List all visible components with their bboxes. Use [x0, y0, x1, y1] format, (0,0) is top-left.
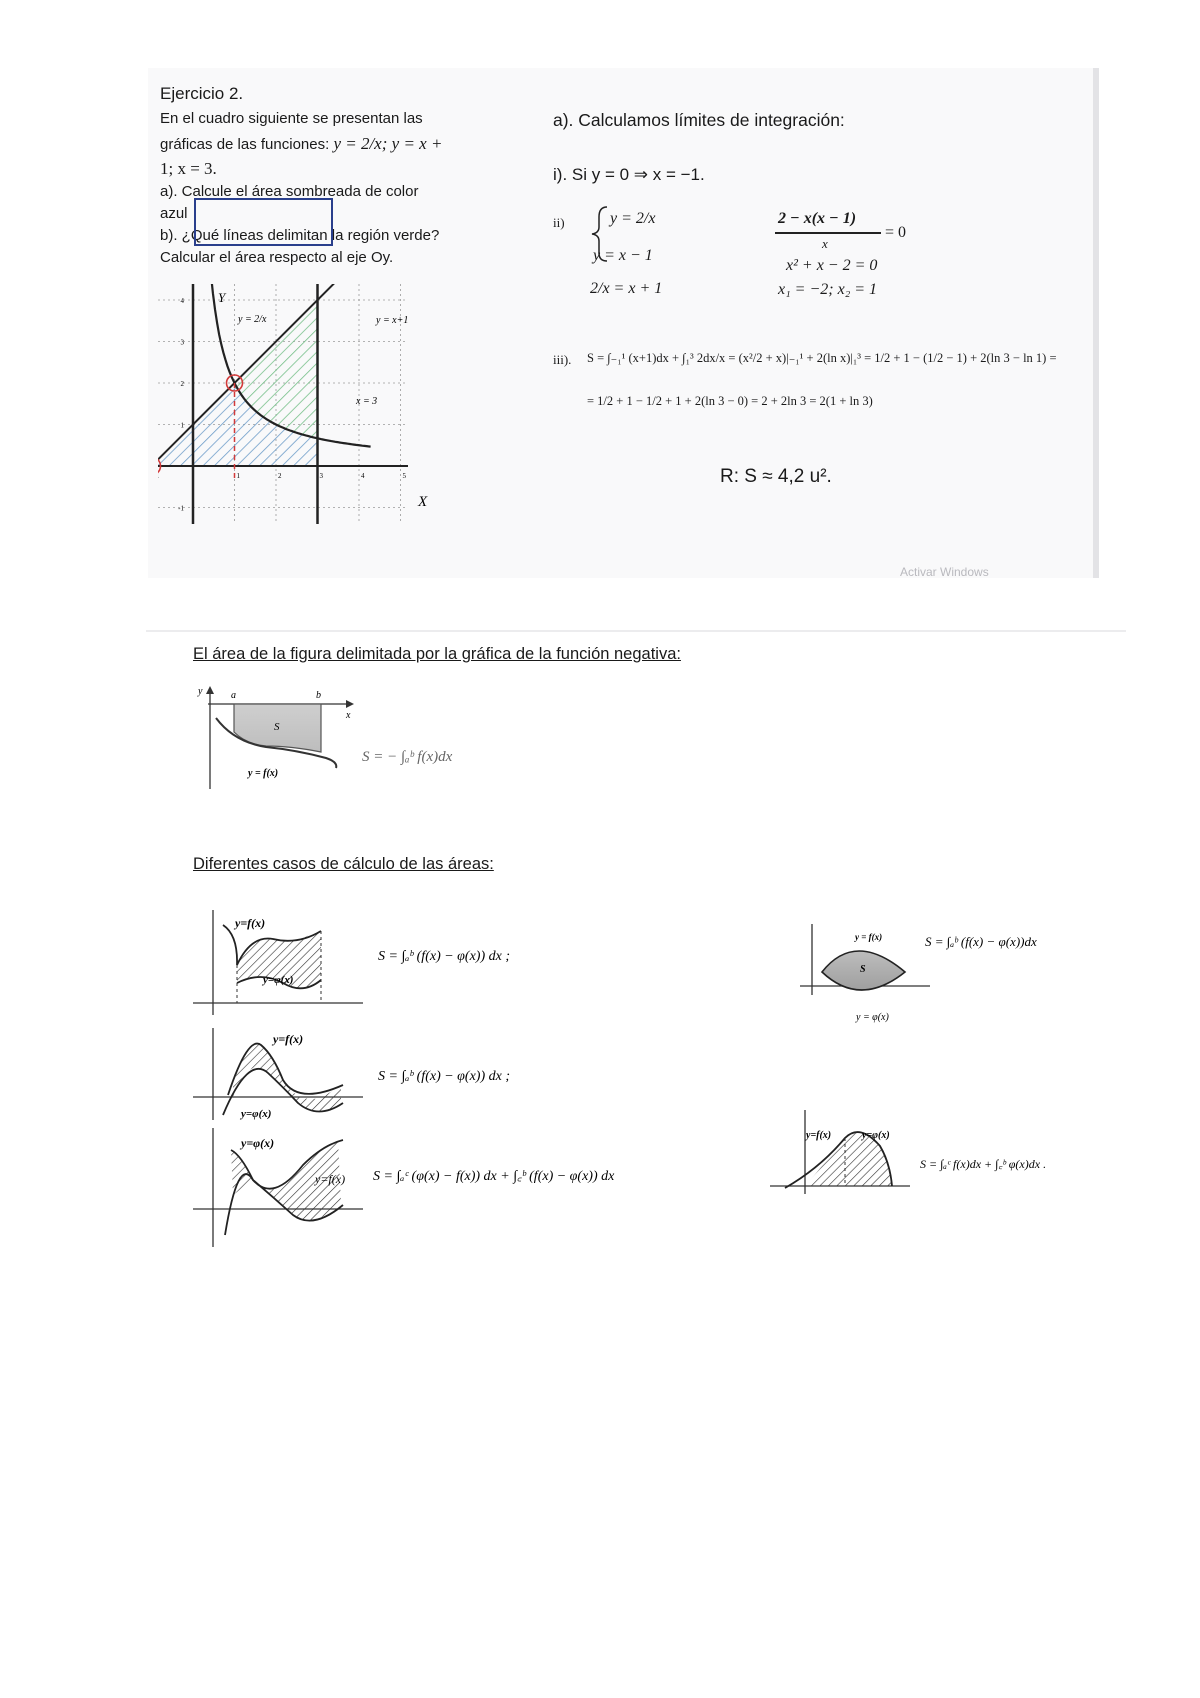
case-5-diagram — [770, 1108, 1100, 1198]
graph-y-tick: 2 — [180, 380, 184, 388]
graph-y-tick: 4 — [180, 297, 184, 305]
graph-x-tick: 2 — [278, 472, 282, 480]
solution-integral-line2: = 1/2 + 1 − 1/2 + 1 + 2(ln 3 − 0) = 2 + 2ln 3 = 2(1 + ln 3) — [587, 394, 873, 408]
graph-curve-label: y = 2/x — [238, 314, 267, 325]
negative-label-fx: y = f(x) — [248, 768, 279, 779]
exercise-intro-line3: 1; x = 3. — [160, 159, 217, 178]
case-4-g-label: y = φ(x) — [856, 1012, 889, 1023]
part-a-line2: azul — [160, 205, 188, 222]
equation-denominator: x — [822, 236, 828, 251]
case-5-formula: S = ∫ₐᶜ f(x)dx + ∫꜀ᵇ φ(x)dx . — [920, 1157, 1047, 1171]
negative-formula: S = − ∫ₐᵇ f(x)dx — [362, 749, 453, 765]
part-a-line1: a). Calcule el área sombreada de color — [160, 183, 419, 200]
function-1: y = 2/x — [333, 134, 382, 153]
graph-y-tick: 1 — [180, 421, 184, 430]
case-4-formula: S = ∫ₐᵇ (f(x) − φ(x))dx — [925, 934, 1037, 949]
case-4-f-label: y = f(x) — [855, 932, 883, 942]
case-3-diagram — [193, 1125, 683, 1250]
graph-x-tick — [158, 472, 160, 480]
fraction-bar — [775, 232, 881, 234]
case-2-f-label: y=f(x) — [273, 1032, 304, 1046]
graph-x-tick: 4 — [361, 472, 365, 480]
case-2-diagram — [193, 1025, 573, 1125]
negative-label-s: S — [274, 721, 280, 733]
solution-step-i: i). Si y = 0 ⇒ x = −1. — [553, 165, 705, 184]
case-1-f-label: y=f(x) — [235, 916, 266, 930]
equation-roots: x₁ = −2; x₂ = 1 — [778, 281, 878, 298]
exercise-intro-text: gráficas de las funciones: — [160, 136, 334, 153]
solution-integral-line1: S = ∫₋₁¹ (x+1)dx + ∫₁³ 2dx/x = (x²/2 + x)|₋₁¹ + 2(ln x)|₁³ = 1/2 + 1 − (1/2 − 1) + 2(ln 3 − ln 1) = — [587, 351, 1057, 365]
negative-label-y: y — [198, 686, 203, 697]
case-3-g-label: y=φ(x) — [241, 1136, 275, 1150]
graph-line-label: y = x+1 — [376, 315, 409, 326]
graph-x-tick: 1 — [236, 472, 240, 480]
case-2-g-label: y=φ(x) — [241, 1108, 272, 1120]
area-graph — [158, 284, 440, 554]
system-eq-3: 2/x = x + 1 — [590, 280, 663, 297]
exercise-intro-line1: En el cuadro siguiente se presentan las — [160, 110, 423, 127]
system-eq-2: y = x − 1 — [593, 247, 653, 264]
exercise-intro-line2 — [160, 133, 442, 156]
part-b-line2: Calcular el área respecto al eje Oy. — [160, 249, 394, 266]
case-4-s-label: S — [860, 964, 866, 975]
solution-step-ii-label: ii) — [553, 215, 565, 230]
equation-quadratic: x² + x − 2 = 0 — [786, 257, 878, 274]
section-divider — [146, 630, 1126, 632]
negative-label-b: b — [316, 690, 321, 701]
system-eq-1: y = 2/x — [610, 210, 656, 227]
case-3-f-label: y=f(x) — [315, 1172, 346, 1186]
case-1-diagram — [193, 905, 573, 1020]
graph-y-tick: -1 — [178, 504, 184, 513]
negative-label-a: a — [231, 690, 236, 701]
function-2: ; y = x + — [381, 134, 443, 153]
graph-x-tick: 5 — [402, 472, 406, 480]
case-2-formula: S = ∫ₐᵇ (f(x) − φ(x)) dx ; — [378, 1069, 511, 1084]
case-3-formula: S = ∫ₐᶜ (φ(x) − f(x)) dx + ∫꜀ᵇ (f(x) − φ(x)) dx — [373, 1169, 615, 1184]
cases-title: Diferentes casos de cálculo de las áreas: — [193, 855, 494, 873]
graph-y-label: Y — [218, 290, 226, 305]
equation-numerator: 2 − x(x − 1) — [778, 210, 857, 227]
graph-vline-label: x = 3 — [356, 396, 378, 407]
solution-step-iii-label: iii). — [553, 352, 572, 367]
graph-x-tick: 3 — [319, 472, 323, 480]
case-1-formula: S = ∫ₐᵇ (f(x) − φ(x)) dx ; — [378, 949, 511, 964]
negative-area-diagram — [196, 684, 496, 794]
selection-rectangle[interactable] — [194, 198, 333, 246]
graph-x-label: X — [418, 494, 428, 510]
solution-result: R: S ≈ 4,2 u². — [720, 466, 832, 487]
case-5-g-label: y=φ(x) — [862, 1130, 890, 1141]
negative-area-title: El área de la figura delimitada por la gráfica de la función negativa: — [193, 645, 681, 663]
case-1-g-label: y=φ(x) — [263, 974, 294, 986]
windows-watermark: Activar Windows — [900, 565, 989, 579]
equation-equals-zero: = 0 — [885, 224, 907, 241]
case-4-diagram — [800, 920, 1100, 1030]
exercise-title: Ejercicio 2. — [160, 84, 244, 103]
solution-heading: a). Calculamos límites de integración: — [553, 110, 845, 130]
graph-y-tick: 3 — [180, 338, 184, 347]
case-5-f-label: y=f(x) — [806, 1130, 832, 1141]
part-b-line1: b). ¿Qué líneas delimitan la región verde? — [160, 227, 440, 244]
negative-label-x: x — [346, 710, 351, 721]
